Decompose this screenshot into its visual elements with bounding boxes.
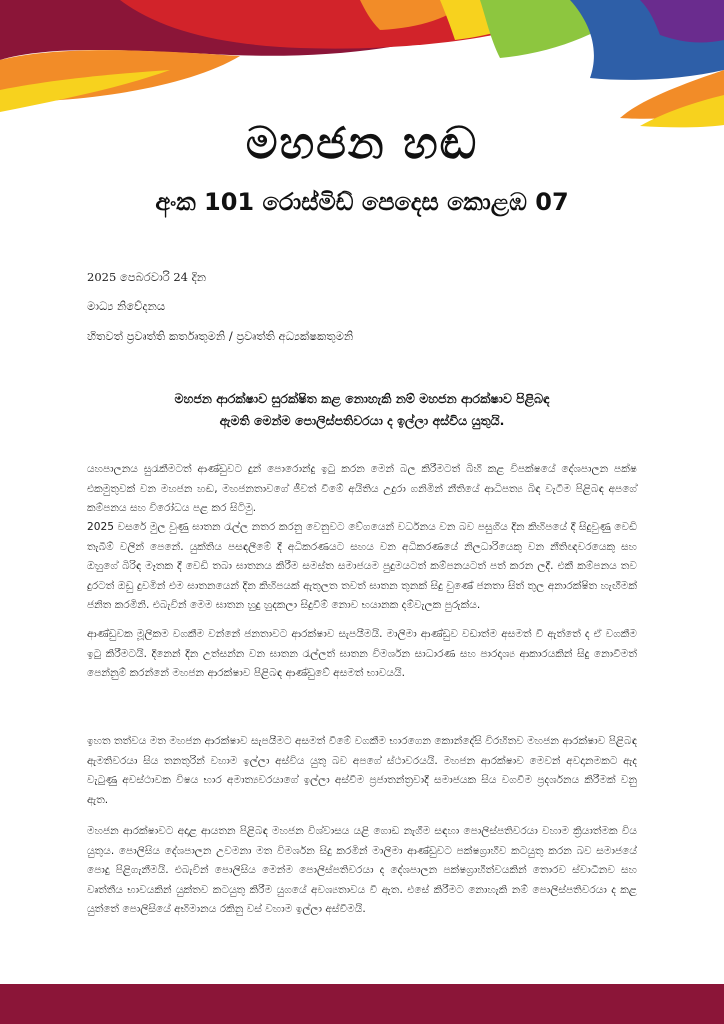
body-paragraph-2: 2025 වසරේ මුල වුණු ඝාතන රැල්ල නතර කරනු වෙනුවට වේගයෙන් වර්ධනය වන බව පසුගිය දින කිහිපයේ දී සිදුවුණු වෙඩි තැබීම් වලින් පෙනේ. යුක්තිය පසඳලීමේ දී අධිකරණයට සහය වන අධිකරණයේ නිලධාරියෙකු වන නීතිඥවරයෙකු සහ ඔහුගේ බිරිඳ මෑතක දී වෙඩි තබා ඝාතනය කිරීම සමස්ත සමාජයම පුදුමයටත් කම්පනයටත් පත් කරන ලදී. එකී කම්පනය තව දුරටත් ඔඩු දුවමින් එම ඝාතනයෙන් දින කිහිපයක් ඇතුලත තවත් ඝාතන තුනක් සිදු වුණේ ජනතා සිත් තුල අනාරක්ෂිත හැඟීමක් ජනිත කරමිනි. එබැවින් මෙම ඝාතන හුදු හුදකලා සිදුවීම් නොව භයානක දම්වැලක පුරුක්ය. (87, 521, 637, 611)
organization-name: මහජන හඬ (245, 118, 479, 169)
body-paragraph-3: ආණ්ඩුවක මූලිකම වගකීම වන්නේ ජනතාවට ආරක්ෂාව සැපයීමයි. මාලිමා ආණ්ඩුව වඩාත්ම අසමත් වී ඇත්තේ ද ඒ වගකීම ඉටු කිරීමටයි. දිනෙන් දින උත්සන්න වන ඝාතන රැල්ලත් ඝාතන විමර්ශන සාධාරණ සහ පාරදෘශ්‍ය ආකාරයකින් සිදු නොවීමත් පෙන්නුම් කරන්නේ මහජන ආරක්ෂාව පිළිබඳ ආණ්ඩුවේ අසමත් භාවයයි. (87, 628, 637, 679)
press-release-headline (96, 388, 628, 432)
body-paragraph-1: යහපාලනය සුරැකීමටත් ආණ්ඩුවට දුන් පොරොන්දු ඉටු කරන මෙන් බල කිරීමටත් බිහි කළ විපක්ෂයේ දේශපාලන පක්ෂ එකමුතුවක් වන මහජන හඬ, මහජනතාවගේ ජීවත් වීමේ අයිතිය උදුරා ගනිමින් නීතියේ ආධිපත්‍ය බිඳ වැටීම පිළිබඳ අපගේ කම්පනය සහ විරෝධය පළ කර සිටිමු. (87, 463, 637, 514)
letterhead-footer-bar (0, 984, 724, 1024)
organization-address: අංක 101 රොස්මිඩ් පෙදෙස කොළඹ 07 (155, 188, 569, 216)
document-date: 2025 පෙබරවාරි 24 දින (87, 270, 207, 284)
headline-line-2: ඇමති මෙන්ම පොලිස්පතිවරයා ද ඉල්ලා අස්විය යුතුයි. (219, 413, 505, 428)
body-paragraph-5: මහජන ආරක්ෂාවට අදාළ ආයතන පිළිබඳ මහජන විශ්වාසය යළි ගොඩ නැගීම සඳහා පොලිස්පතිවරයා වහාම ක්‍රියාත්මක විය යුතුය. පොලිසිය දේශපාලන උවමනා මත විමර්ශන සිදු කරමින් මාලිමා ආණ්ඩුවට පක්ෂග්‍රාහීව කටයුතු කරන බව සමාජයේ පොදු පිළිගැනීමයි. එබැවින් පොලිසිය මෙන්ම පොලිස්පතිවරයා ද දේශපාලන පක්ෂග්‍රාහීත්වයකින් තොරව ස්වාධීනව සහ වෘත්තීය භාවයකින් යුක්තව කටයුතු කිරීම යුගයේ අවශ්‍යතාවය වී ඇත. එසේ කිරීමට නොහැකි නම් පොලිස්පතිවරයා ද කළ යුත්තේ පොලිසියේ අභිමානය රකිනු වස් වහාම ඉල්ලා අස්වීමයි. (87, 825, 637, 915)
addressee-line: හිතවත් ප්‍රවෘත්ති කර්තෘතුමනි / ප්‍රවෘත්ති අධ්‍යක්ෂකතුමනි (87, 329, 354, 343)
headline-line-1: මහජන ආරක්ෂාව සුරක්ෂිත කළ නොහැකි නම් මහජන ආරක්ෂාව පිළිබඳ (174, 391, 550, 406)
document-type: මාධ්‍ය නිවේදනය (87, 299, 166, 313)
body-paragraph-4: ඉහත තත්වය මත මහජන ආරක්ෂාව සැපයීමට අසමත් වීමේ වගකීම භාරගෙන කොන්දේසි විරහිතව මහජන ආරක්ෂාව පිළිබඳ ඇමතිවරයා සිය තනතුරින් වහාම ඉල්ලා අස්විය යුතු බව අපගේ ස්ථාවරයයි. මහජන ආරක්ෂාව මෙවන් අවදානමකට ඇද වැටුණු අවස්ථාවක විෂය භාර අමාත්‍යවරයාගේ ඉල්ලා අස්වීම ප්‍රජාතන්ත්‍රවාදී සමාජයක සිය වගවීම ප්‍රදර්ශනය කිරීමක් වනු ඇත. (87, 735, 637, 806)
